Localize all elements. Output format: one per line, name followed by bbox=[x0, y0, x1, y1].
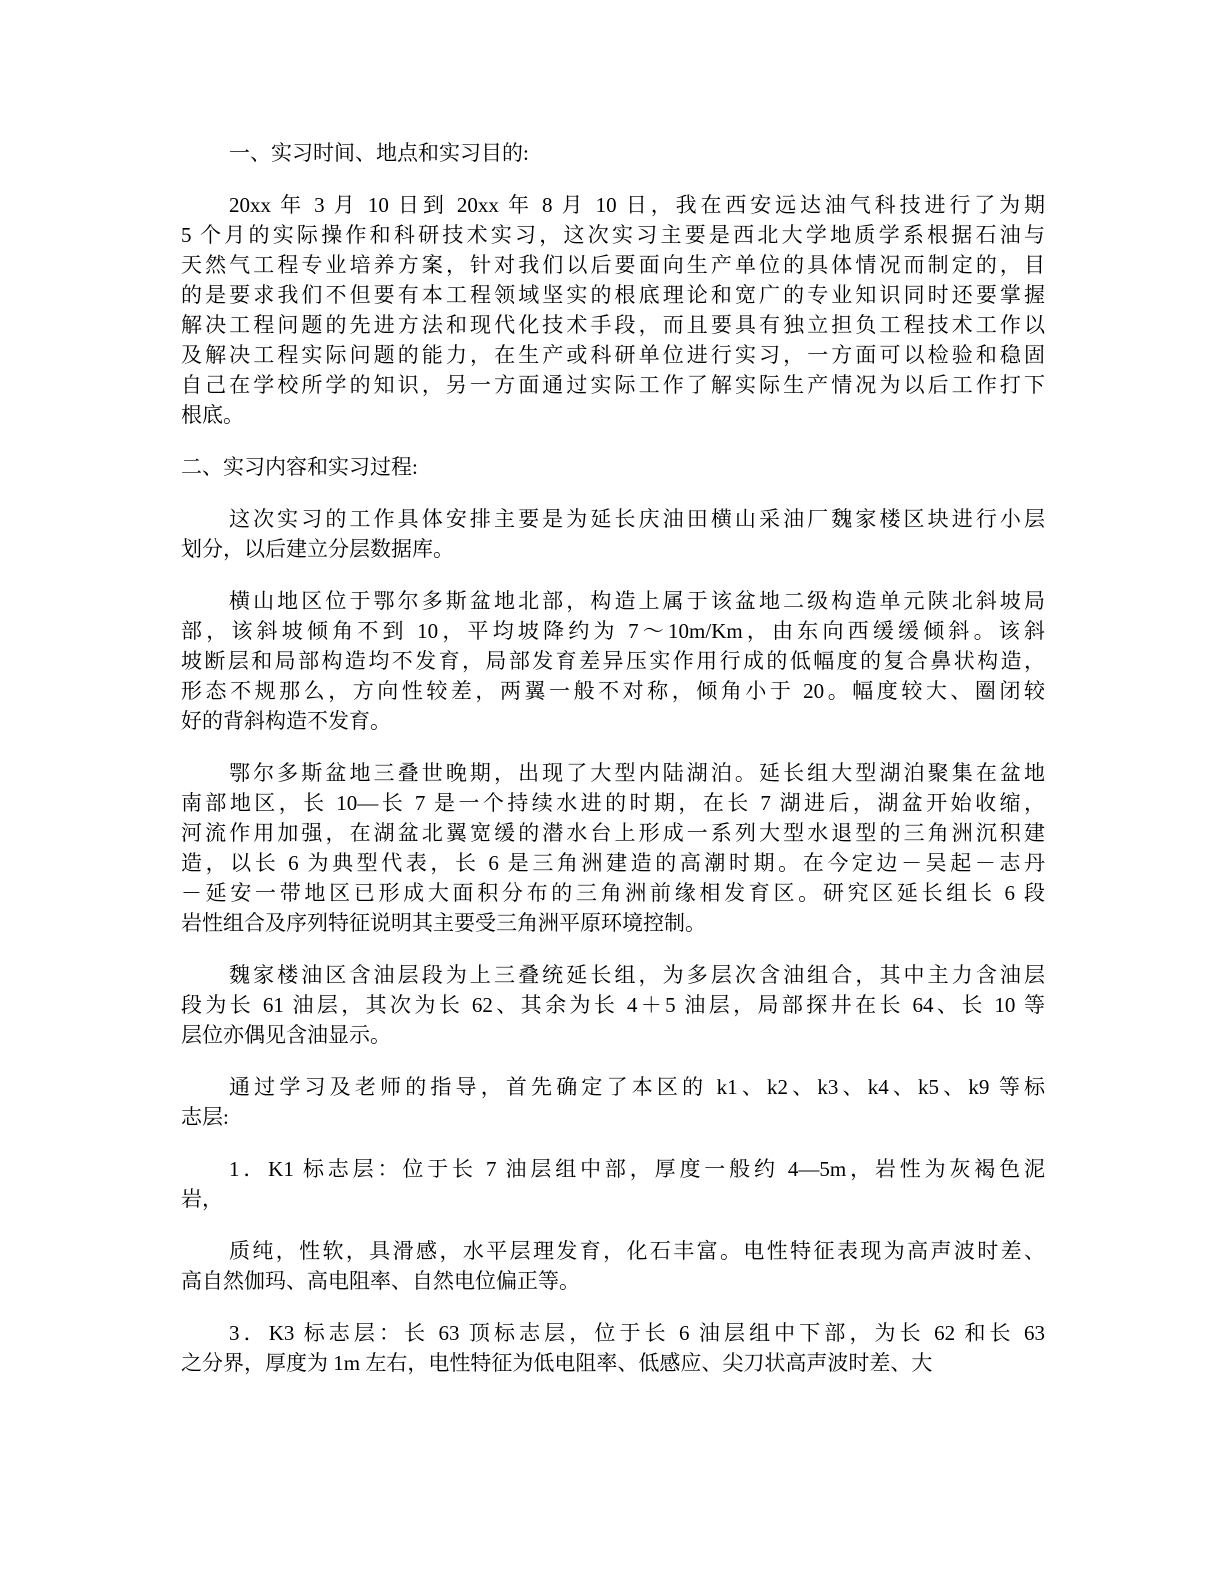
document-body bbox=[181, 138, 1045, 1400]
text-line: 之分界，厚度为 1m 左右，电性特征为低电阻率、低感应、尖刀状高声波时差、大 bbox=[181, 1351, 933, 1375]
text-line: 5 个月的实际操作和科研技术实习，这次实习主要是西北大学地质学系根据石油与 bbox=[181, 223, 1045, 247]
paragraph bbox=[181, 1072, 1045, 1132]
text-line: 1．K1 标志层：位于长 7 油层组中部，厚度一般约 4—5m，岩性为灰褐色泥 bbox=[229, 1157, 1045, 1181]
paragraph bbox=[181, 586, 1045, 736]
text-line: 岩， bbox=[181, 1187, 223, 1211]
text-line: 横山地区位于鄂尔多斯盆地北部，构造上属于该盆地二级构造单元陕北斜坡局 bbox=[229, 589, 1045, 613]
text-line: 坡断层和局部构造均不发育，局部发育差异压实作用行成的低幅度的复合鼻状构造， bbox=[181, 649, 1045, 673]
section-heading bbox=[181, 138, 1045, 168]
text-line: 根底。 bbox=[181, 403, 244, 427]
text-line: 一、实习时间、地点和实习目的: bbox=[229, 141, 529, 165]
paragraph bbox=[181, 1154, 1045, 1214]
text-line: 质纯，性软，具滑感，水平层理发育，化石丰富。电性特征表现为高声波时差、 bbox=[229, 1239, 1045, 1263]
text-line: 河流作用加强，在湖盆北翼宽缓的潜水台上形成一系列大型水退型的三角洲沉积建 bbox=[181, 821, 1045, 845]
paragraph bbox=[181, 758, 1045, 938]
text-line: 及解决工程实际问题的能力，在生产或科研单位进行实习，一方面可以检验和稳固 bbox=[181, 343, 1045, 367]
text-line: 这次实习的工作具体安排主要是为延长庆油田横山采油厂魏家楼区块进行小层 bbox=[229, 507, 1045, 531]
text-line: 层位亦偶见含油显示。 bbox=[181, 1023, 391, 1047]
paragraph bbox=[181, 1236, 1045, 1296]
text-line: 形态不规那么，方向性较差，两翼一般不对称，倾角小于 20。幅度较大、圈闭较 bbox=[181, 679, 1045, 703]
text-line: 高自然伽玛、高电阻率、自然电位偏正等。 bbox=[181, 1269, 580, 1293]
text-line: 志层: bbox=[181, 1105, 229, 1129]
text-line: 划分，以后建立分层数据库。 bbox=[181, 537, 454, 561]
paragraph bbox=[181, 190, 1045, 430]
text-line: 鄂尔多斯盆地三叠世晚期，出现了大型内陆湖泊。延长组大型湖泊聚集在盆地 bbox=[229, 761, 1045, 785]
paragraph bbox=[181, 504, 1045, 564]
text-line: 部，该斜坡倾角不到 10，平均坡降约为 7～10m/Km，由东向西缓缓倾斜。该斜 bbox=[181, 619, 1045, 643]
text-line: 魏家楼油区含油层段为上三叠统延长组，为多层次含油组合，其中主力含油层 bbox=[229, 963, 1045, 987]
text-line: 通过学习及老师的指导，首先确定了本区的 k1、k2、k3、k4、k5、k9 等标 bbox=[229, 1075, 1045, 1099]
paragraph bbox=[181, 1318, 1045, 1378]
section-heading bbox=[181, 452, 1045, 482]
text-line: －延安一带地区已形成大面积分布的三角洲前缘相发育区。研究区延长组长 6 段 bbox=[181, 881, 1045, 905]
text-line: 20xx 年 3 月 10 日到 20xx 年 8 月 10 日，我在西安远达油气科技进行了为期 bbox=[229, 193, 1045, 217]
text-line: 南部地区，长 10—长 7 是一个持续水进的时期，在长 7 湖进后，湖盆开始收缩， bbox=[181, 791, 1045, 815]
text-line: 岩性组合及序列特征说明其主要受三角洲平原环境控制。 bbox=[181, 911, 706, 935]
text-line: 好的背斜构造不发育。 bbox=[181, 709, 391, 733]
text-line: 解决工程问题的先进方法和现代化技术手段，而且要具有独立担负工程技术工作以 bbox=[181, 313, 1045, 337]
text-line: 的是要求我们不但要有本工程领域坚实的根底理论和宽广的专业知识同时还要掌握 bbox=[181, 283, 1045, 307]
paragraph bbox=[181, 960, 1045, 1050]
text-line: 段为长 61 油层，其次为长 62、其余为长 4＋5 油层，局部探井在长 64、长 10 等 bbox=[181, 993, 1045, 1017]
text-line: 造，以长 6 为典型代表，长 6 是三角洲建造的高潮时期。在今定边－吴起－志丹 bbox=[181, 851, 1045, 875]
text-line: 自己在学校所学的知识，另一方面通过实际工作了解实际生产情况为以后工作打下 bbox=[181, 373, 1045, 397]
text-line: 3．K3 标志层：长 63 顶标志层，位于长 6 油层组中下部，为长 62 和长 63 bbox=[229, 1321, 1045, 1345]
text-line: 二、实习内容和实习过程: bbox=[181, 455, 418, 479]
text-line: 天然气工程专业培养方案，针对我们以后要面向生产单位的具体情况而制定的，目 bbox=[181, 253, 1045, 277]
